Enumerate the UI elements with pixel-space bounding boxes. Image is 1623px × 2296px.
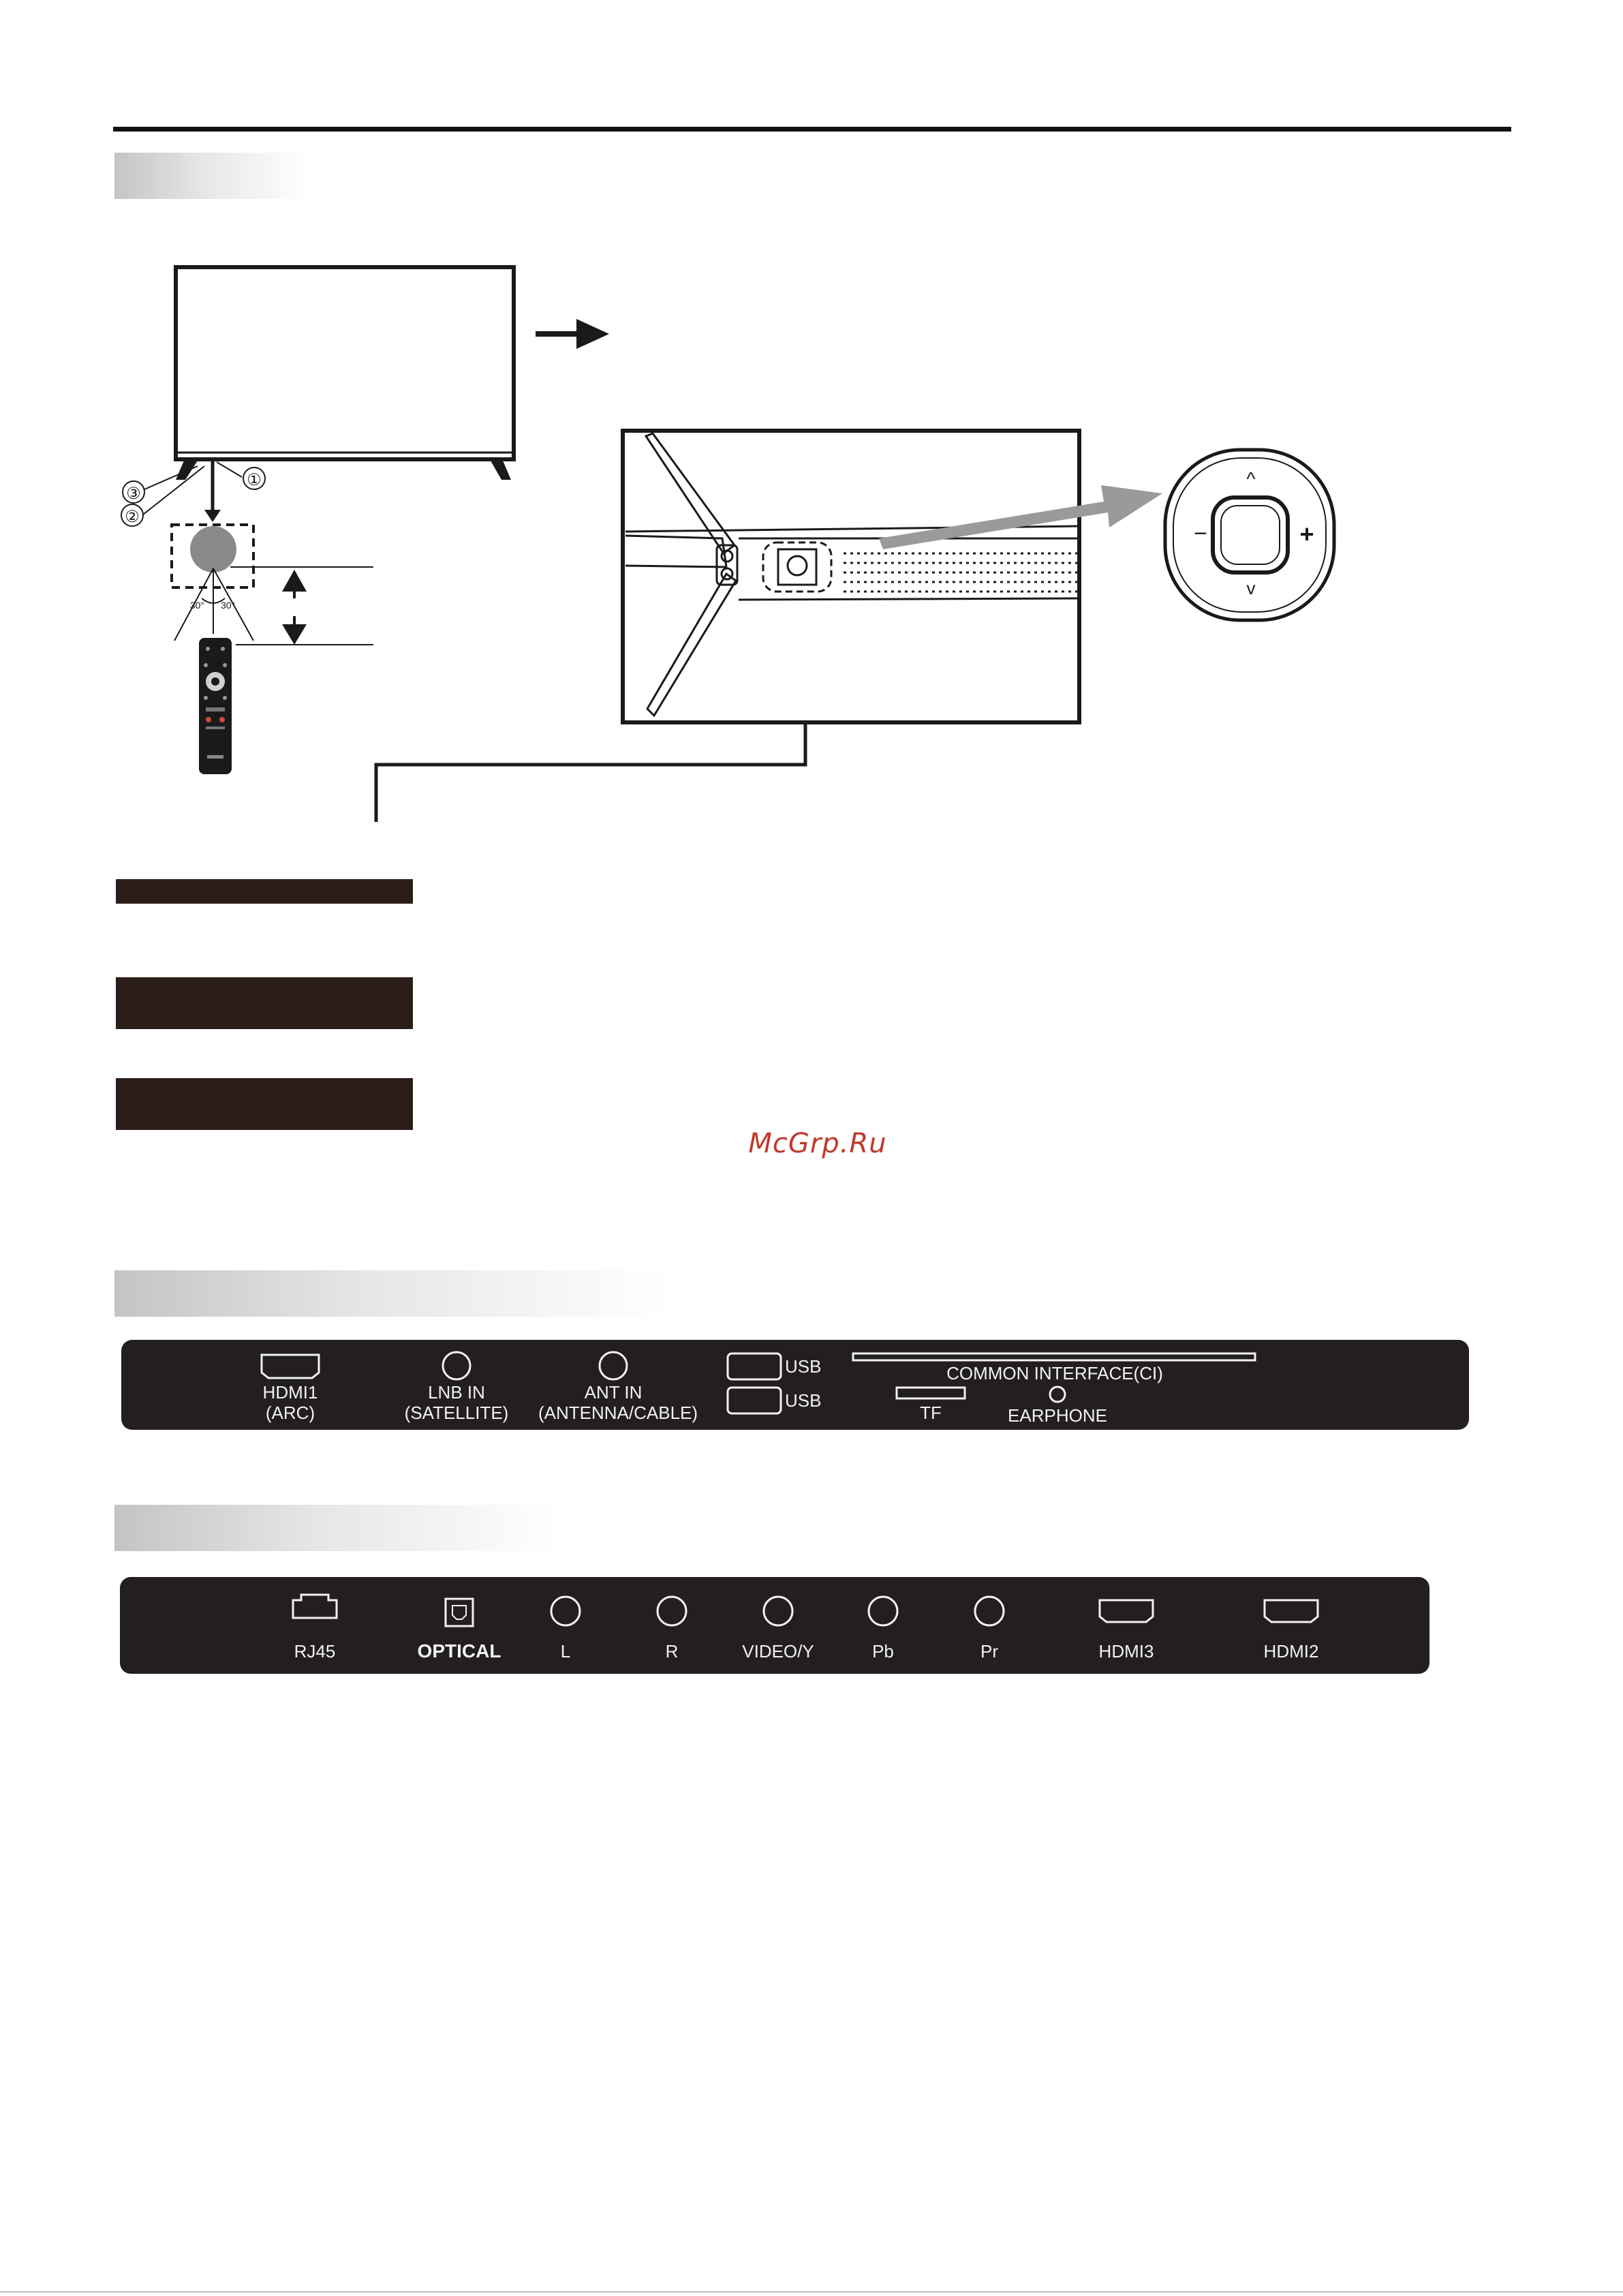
- earphone-label: EARPHONE: [1008, 1405, 1107, 1426]
- remote-control-illustration: [199, 638, 232, 774]
- section-header-bar-2: [114, 1270, 668, 1317]
- hdmi1-label-line1: HDMI1: [262, 1382, 318, 1403]
- audio-l-port-icon: [551, 1597, 580, 1625]
- earphone-port-icon: [1050, 1387, 1065, 1402]
- pointer-arrow-shaft: [536, 331, 576, 337]
- tv-front-illustration: [176, 267, 514, 459]
- hdmi3-label: HDMI3: [1098, 1641, 1154, 1662]
- angle-label-right: 30°: [221, 600, 236, 611]
- angle-label-left: 30°: [189, 600, 204, 611]
- optical-port-icon: [446, 1599, 473, 1626]
- side-connector-panel: [121, 1340, 1469, 1430]
- lnb-label-line2: (SATELLITE): [404, 1403, 509, 1423]
- usb1-port-icon: [728, 1353, 781, 1379]
- ant-label: [538, 1382, 698, 1423]
- rj45-label: RJ45: [294, 1641, 336, 1662]
- ant-label-line1: ANT IN: [584, 1382, 643, 1403]
- ant-label-line2: (ANTENNA/CABLE): [538, 1403, 698, 1423]
- tv-back-detail-box: [623, 431, 1079, 722]
- bottom-connector-panel: [120, 1577, 1429, 1674]
- tf-slot-icon: [897, 1388, 965, 1398]
- joystick-minus-icon: −: [1194, 521, 1207, 547]
- rj45-port-icon: [293, 1595, 337, 1618]
- hdmi2-label: HDMI2: [1263, 1641, 1319, 1662]
- joystick-down-icon: v: [1246, 578, 1256, 598]
- hdmi1-label-line2: (ARC): [265, 1403, 315, 1423]
- ci-label: COMMON INTERFACE(CI): [946, 1363, 1163, 1383]
- usb2-label: USB: [785, 1390, 822, 1411]
- ant-port-icon: [600, 1352, 627, 1379]
- callout-3: ③: [126, 485, 141, 503]
- audio-l-label: L: [560, 1641, 571, 1662]
- label-bar-2: [116, 977, 413, 1029]
- pb-label: Pb: [872, 1641, 894, 1662]
- video-y-port-icon: [764, 1597, 792, 1625]
- lnb-label-line1: LNB IN: [428, 1382, 485, 1403]
- hdmi1-label: [243, 1382, 338, 1423]
- tv-controls-diagram: [0, 0, 1623, 859]
- bottom-edge-line: [0, 2291, 1623, 2293]
- joystick-plus-icon: +: [1299, 520, 1314, 548]
- optical-label: OPTICAL: [417, 1640, 501, 1662]
- ci-slot-icon: [853, 1353, 1255, 1360]
- lnb-label: [402, 1382, 511, 1423]
- audio-r-port-icon: [658, 1597, 686, 1625]
- ir-sensor-icon: [190, 526, 236, 572]
- pointer-arrow-head: [576, 319, 609, 349]
- tv-right-foot: [491, 461, 511, 480]
- tf-label: TF: [920, 1403, 942, 1423]
- callout-2: ②: [125, 508, 140, 526]
- lnb-port-icon: [443, 1352, 470, 1379]
- leader-line: [376, 722, 805, 822]
- section-header-bar-3: [114, 1505, 559, 1551]
- distance-arrow-up: [282, 570, 307, 592]
- pr-label: Pr: [980, 1641, 998, 1662]
- label-bar-1: [116, 879, 413, 904]
- hdmi3-port-icon: [1100, 1600, 1153, 1622]
- video-y-label: VIDEO/Y: [742, 1641, 814, 1662]
- watermark: McGrp.Ru: [748, 1128, 887, 1159]
- joystick-up-icon: ^: [1246, 468, 1256, 489]
- pr-port-icon: [975, 1597, 1004, 1625]
- pb-port-icon: [869, 1597, 897, 1625]
- usb1-label: USB: [785, 1356, 822, 1377]
- audio-r-label: R: [665, 1641, 679, 1662]
- hdmi2-port-icon: [1265, 1600, 1318, 1622]
- usb2-port-icon: [728, 1388, 781, 1413]
- label-bar-3: [116, 1078, 413, 1130]
- distance-arrow-down: [282, 624, 307, 645]
- callout-1: ①: [247, 472, 262, 489]
- hdmi1-port-icon: [262, 1355, 319, 1378]
